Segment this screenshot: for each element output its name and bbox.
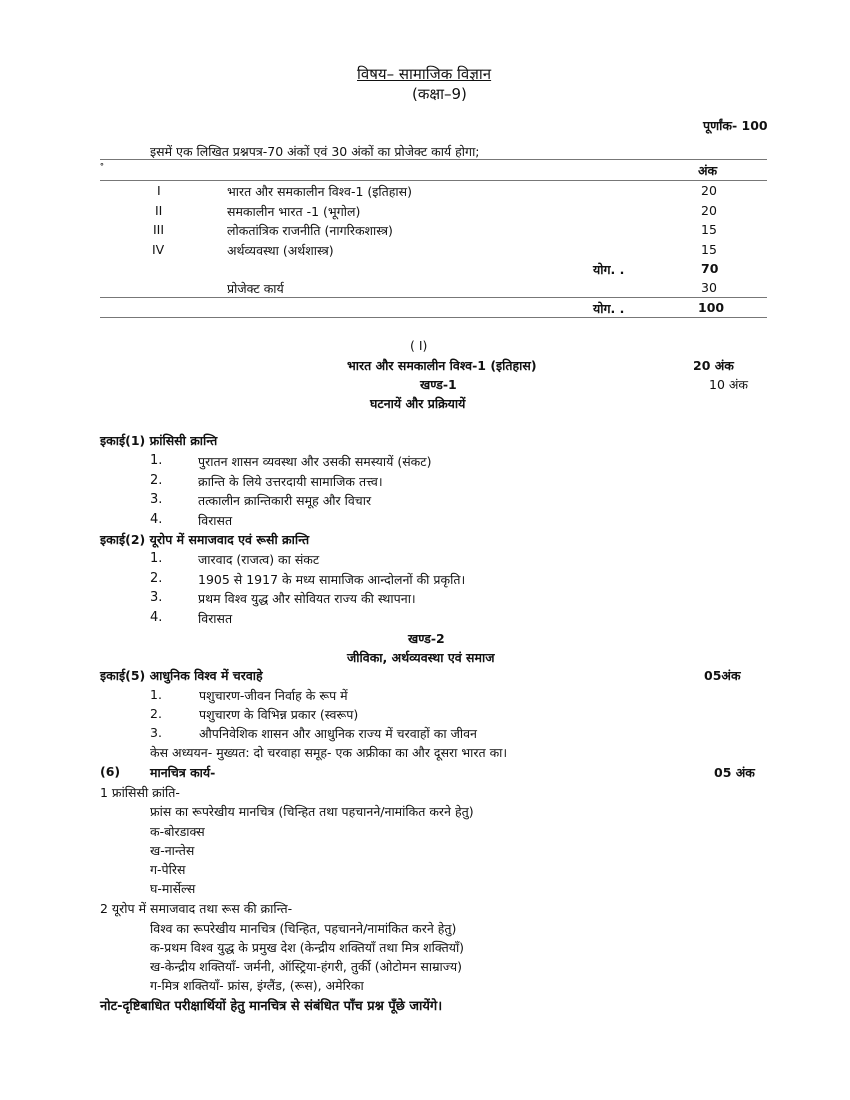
list-item: विरासत (198, 513, 233, 528)
full-marks: पूर्णांक- 100 (703, 118, 768, 133)
table-top-rule (100, 159, 767, 160)
section-numeral: ( I) (410, 338, 428, 353)
map1-title: 1 फ्रांसिसी क्रांति- (100, 785, 180, 800)
part-marks: 10 अंक (709, 377, 749, 392)
marks-header: अंक (698, 163, 718, 178)
map-item: घ-मार्सेल्स (150, 881, 196, 896)
item-number: 3. (150, 492, 163, 507)
unit6-marks: 05 अंक (714, 765, 755, 780)
part-subtitle: घटनायें और प्रक्रियायें (370, 396, 466, 411)
part-title: खण्ड-1 (420, 377, 457, 392)
map-item: क-प्रथम विश्व युद्ध के प्रमुख देश (केन्द्रीय शक्तियाँ तथा मित्र शक्तियाँ) (150, 940, 465, 955)
project-marks: 30 (701, 280, 717, 295)
map2-title: 2 यूरोप में समाजवाद तथा रूस की क्रान्ति- (100, 901, 293, 916)
note: नोट-दृष्टिबाधित परीक्षार्थियों हेतु मानचित्र से संबंधित पाँच प्रश्न पूँछे जायेंगे। (100, 999, 443, 1014)
list-item: पशुचारण-जीवन निर्वाह के रूप में (199, 688, 348, 703)
item-number: 2. (150, 473, 163, 488)
subtotal-value: 70 (701, 261, 719, 276)
row-subject: समकालीन भारत -1 (भूगोल) (227, 204, 361, 219)
unit6-number: (6) (100, 764, 121, 779)
unit5-title: इकाई(5) आधुनिक विश्व में चरवाहे (100, 668, 263, 683)
row-number: I (157, 183, 161, 198)
row-number: III (153, 222, 165, 237)
table-header-rule (100, 180, 767, 181)
class-label: (कक्षा–9) (412, 85, 467, 103)
unit6-title: मानचित्र कार्य- (150, 765, 216, 780)
unit5-marks: 05अंक (704, 668, 741, 683)
item-number: 4. (150, 610, 163, 625)
map2-desc: विश्व का रूपरेखीय मानचित्र (चिन्हित, पहचानने/नामांकित करने हेतु) (150, 921, 457, 936)
unit1-title: इकाई(1) फ्रांसिसी क्रान्ति (100, 433, 218, 448)
section-title: भारत और समकालीन विश्व-1 (इतिहास) (347, 358, 537, 373)
project-label: प्रोजेक्ट कार्य (227, 281, 284, 296)
subtotal-label: योग. . (593, 262, 625, 277)
case-study: केस अध्ययन- मुख्यत: दो चरवाहा समूह- एक अफ्रीका का और दूसरा भारत का। (150, 745, 508, 760)
map-item: क-बोरडाक्स (150, 824, 205, 839)
corner-mark: ॰ (100, 161, 104, 171)
row-marks: 15 (701, 222, 717, 237)
table-total-rule (100, 297, 767, 298)
list-item: औपनिवेशिक शासन और आधुनिक राज्य में चरवाहों का जीवन (199, 726, 477, 741)
list-item: प्रथम विश्व युद्ध और सोवियत राज्य की स्थापना। (198, 591, 416, 606)
item-number: 1. (150, 453, 163, 468)
row-subject: भारत और समकालीन विश्व-1 (इतिहास) (227, 184, 412, 199)
intro-text: इसमें एक लिखित प्रश्नपत्र-70 अंकों एवं 30 अंकों का प्रोजेक्ट कार्य होगा; (150, 144, 480, 159)
list-item: 1905 से 1917 के मध्य सामाजिक आन्दोलनों की प्रकृति। (198, 572, 466, 587)
item-number: 1. (150, 551, 163, 566)
total-value: 100 (698, 300, 725, 315)
part2-title: खण्ड-2 (408, 631, 445, 646)
list-item: पुरातन शासन व्यवस्था और उसकी समस्यायें (संकट) (198, 454, 432, 469)
map1-desc: फ्रांस का रूपरेखीय मानचित्र (चिन्हित तथा पहचानने/नामांकित करने हेतु) (150, 804, 474, 819)
list-item: जारवाद (राजत्व) का संकट (198, 552, 320, 567)
list-item: विरासत (198, 611, 233, 626)
table-bottom-rule (100, 317, 767, 318)
row-marks: 20 (701, 183, 717, 198)
row-marks: 20 (701, 203, 717, 218)
row-marks: 15 (701, 242, 717, 257)
item-number: 2. (150, 571, 163, 586)
part2-subtitle: जीविका, अर्थव्यवस्था एवं समाज (347, 650, 495, 665)
item-number: 1. (150, 687, 162, 702)
unit2-title: इकाई(2) यूरोप में समाजवाद एवं रूसी क्रान्ति (100, 532, 310, 547)
map-item: ख-नान्तेस (150, 843, 195, 858)
row-number: II (155, 203, 163, 218)
row-subject: अर्थव्यवस्था (अर्थशास्त्र) (227, 243, 334, 258)
row-subject: लोकतांत्रिक राजनीति (नागरिकशास्त्र) (227, 223, 393, 238)
section-marks: 20 अंक (693, 358, 734, 373)
item-number: 4. (150, 512, 163, 527)
map-item: ग-पेरिस (150, 862, 186, 877)
map-item: ख-केन्द्रीय शक्तियाँ- जर्मनी, ऑस्ट्रिया-हंगरी, तुर्की (ओटोमन साम्राज्य) (150, 959, 463, 974)
item-number: 2. (150, 706, 162, 721)
item-number: 3. (150, 590, 163, 605)
list-item: पशुचारण के विभिन्न प्रकार (स्वरूप) (199, 707, 359, 722)
row-number: IV (152, 242, 165, 257)
list-item: तत्कालीन क्रान्तिकारी समूह और विचार (198, 493, 372, 508)
total-label: योग. . (593, 301, 625, 316)
subject-title: विषय– सामाजिक विज्ञान (357, 65, 492, 83)
map-item: ग-मित्र शक्तियाँ- फ्रांस, इंग्लैंड, (रूस), अमेरिका (150, 978, 364, 993)
item-number: 3. (150, 725, 162, 740)
list-item: क्रान्ति के लिये उत्तरदायी सामाजिक तत्त्व। (198, 474, 383, 489)
